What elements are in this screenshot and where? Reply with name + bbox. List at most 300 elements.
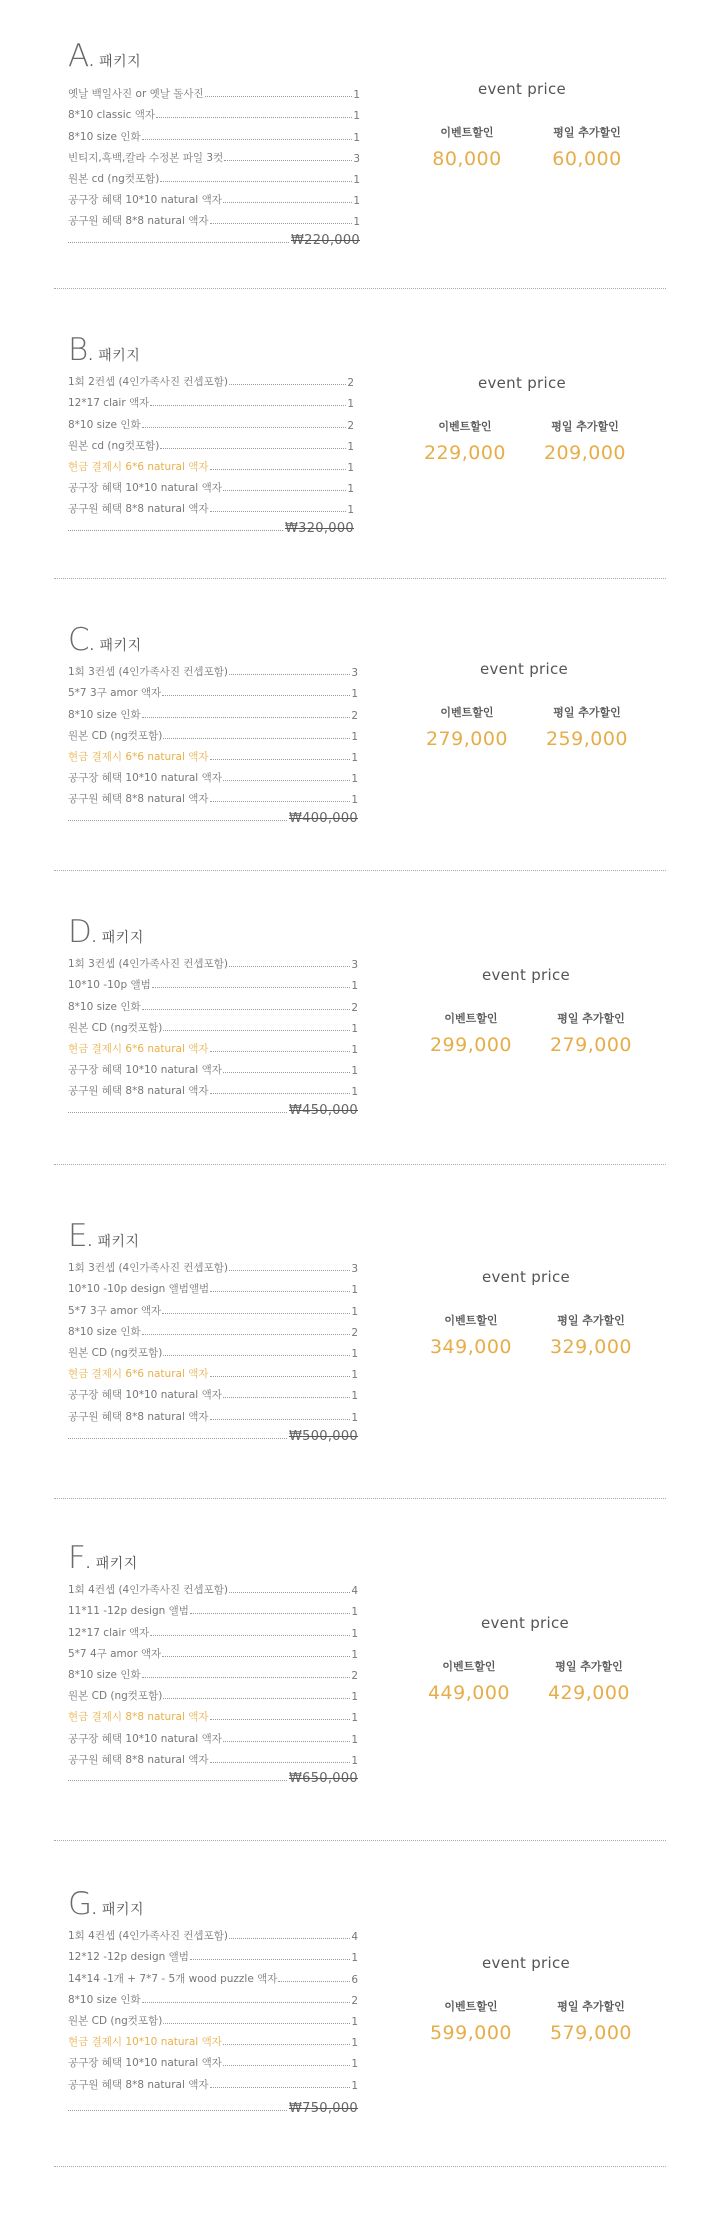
item-quantity: 1 <box>351 980 358 993</box>
original-price: ₩750,000 <box>288 2101 358 2116</box>
item-quantity: 2 <box>351 1001 358 1014</box>
dot-leader <box>162 1313 350 1314</box>
list-item <box>68 1682 358 1703</box>
item-quantity: 2 <box>351 1994 358 2007</box>
list-item <box>68 2028 358 2049</box>
package-letter: B <box>68 332 89 368</box>
item-quantity: 1 <box>351 1022 358 1035</box>
original-price: ₩500,000 <box>288 1429 358 1444</box>
dot-leader <box>162 695 350 696</box>
event-price-title: event price <box>480 1614 570 1632</box>
dot-leader <box>150 405 346 406</box>
item-quantity: 1 <box>351 1754 358 1767</box>
item-name: 1회 2컨셉 (4인가족사진 컨셉포함) <box>68 376 228 389</box>
item-quantity: 2 <box>347 377 354 390</box>
item-quantity: 1 <box>347 504 354 517</box>
dot-leader <box>152 987 351 988</box>
event-discount-price: 229,000 <box>423 442 507 464</box>
dot-leader <box>210 2087 351 2088</box>
dot-leader <box>223 2065 350 2066</box>
package-total-row <box>68 516 354 536</box>
item-name: 1회 3컨셉 (4인가족사진 컨셉포함) <box>68 666 228 679</box>
package-label: . 패키지 <box>85 1556 138 1572</box>
item-quantity: 1 <box>353 216 360 229</box>
item-quantity: 1 <box>353 110 360 123</box>
package-items <box>68 1576 358 1767</box>
dot-leader <box>150 1635 350 1636</box>
weekday-discount-price: 329,000 <box>549 1336 633 1358</box>
item-name: 8*10 size 인화 <box>68 130 141 143</box>
dot-leader <box>210 1376 351 1377</box>
item-name: 원본 CD (ng컷포함) <box>68 1346 163 1359</box>
item-name: 원본 CD (ng컷포함) <box>68 1021 163 1034</box>
list-item <box>68 1618 358 1639</box>
item-quantity: 1 <box>347 483 354 496</box>
item-quantity: 1 <box>351 1733 358 1746</box>
package-title <box>68 36 141 76</box>
package-title <box>68 1538 138 1578</box>
weekday-discount-label: 평일 추가할인 <box>557 1012 625 1025</box>
item-quantity: 1 <box>351 773 358 786</box>
package-title <box>68 330 140 370</box>
list-item <box>68 101 360 122</box>
event-price-title: event price <box>481 966 571 984</box>
list-item <box>68 1339 358 1360</box>
item-name: 원본 CD (ng컷포함) <box>68 2014 163 2027</box>
list-item <box>68 1035 358 1056</box>
item-quantity: 1 <box>351 1305 358 1318</box>
item-name: 공구장 혜택 10*10 natural 액자 <box>68 1732 222 1745</box>
list-item <box>68 1922 358 1943</box>
dot-leader <box>229 384 346 385</box>
event-discount-label: 이벤트할인 <box>442 1660 496 1673</box>
item-quantity: 4 <box>351 1931 358 1944</box>
item-name: 공구장 혜택 10*10 natural 액자 <box>68 2057 222 2070</box>
item-name: 12*17 clair 액자 <box>68 397 150 410</box>
item-name: 1회 4컨셉 (4인가족사진 컨셉포함) <box>68 1930 228 1943</box>
item-name: 5*7 3구 amor 액자 <box>68 1304 162 1317</box>
list-item <box>68 743 358 764</box>
list-item <box>68 1640 358 1661</box>
package-letter: A <box>68 38 90 74</box>
item-quantity: 1 <box>351 1390 358 1403</box>
weekday-discount-label: 평일 추가할인 <box>557 2000 625 2013</box>
dot-leader <box>229 674 350 675</box>
item-name: 공구원 혜택 8*8 natural 액자 <box>68 1410 209 1423</box>
item-name: 8*10 size 인화 <box>68 1993 141 2006</box>
item-quantity: 6 <box>351 1973 358 1986</box>
weekday-discount-label: 평일 추가할인 <box>553 706 621 719</box>
weekday-discount-label: 평일 추가할인 <box>555 1660 623 1673</box>
item-name: 현금 결제시 10*10 natural 액자 <box>68 2036 222 2049</box>
event-discount-label: 이벤트할인 <box>438 420 492 433</box>
package-title <box>68 912 144 952</box>
dot-leader <box>278 1981 350 1982</box>
list-item <box>68 1943 358 1964</box>
item-quantity: 1 <box>353 173 360 186</box>
item-name: 공구원 혜택 8*8 natural 액자 <box>68 793 209 806</box>
package-total-row <box>68 1424 358 1444</box>
item-name: 10*10 -10p 앨범 <box>68 979 151 992</box>
item-name: 현금 결제시 8*8 natural 액자 <box>68 1711 209 1724</box>
package-title <box>68 620 142 660</box>
dot-leader <box>210 511 347 512</box>
package-total-row <box>68 2096 358 2116</box>
package-label: . 패키지 <box>92 1902 145 1918</box>
list-item <box>68 1077 358 1098</box>
list-item <box>68 1703 358 1724</box>
item-quantity: 4 <box>351 1585 358 1598</box>
weekday-discount-label: 평일 추가할인 <box>551 420 619 433</box>
item-quantity: 1 <box>351 2037 358 2050</box>
dot-leader <box>223 1741 350 1742</box>
item-name: 1회 3컨셉 (4인가족사진 컨셉포함) <box>68 958 228 971</box>
list-item <box>68 165 360 186</box>
dot-leader <box>163 2023 350 2024</box>
section-divider <box>54 288 666 289</box>
list-item <box>68 474 354 495</box>
list-item <box>68 186 360 207</box>
item-name: 원본 cd (ng컷포함) <box>68 172 160 185</box>
event-discount-price: 299,000 <box>429 1034 513 1056</box>
package-items <box>68 1254 358 1424</box>
item-name: 8*10 size 인화 <box>68 1325 141 1338</box>
package-label: . 패키지 <box>87 1234 140 1250</box>
section-divider <box>54 870 666 871</box>
item-name: 8*10 size 인화 <box>68 418 141 431</box>
dot-leader <box>142 427 347 428</box>
item-quantity: 3 <box>351 959 358 972</box>
dot-leader <box>68 820 287 821</box>
package-total-row <box>68 228 360 248</box>
event-discount-price: 449,000 <box>427 1682 511 1704</box>
item-quantity: 1 <box>351 1952 358 1965</box>
original-price: ₩220,000 <box>290 233 360 248</box>
original-price: ₩320,000 <box>284 521 354 536</box>
item-quantity: 1 <box>351 1712 358 1725</box>
event-discount-price: 80,000 <box>432 148 502 170</box>
package-label: . 패키지 <box>89 54 142 70</box>
item-name: 원본 cd (ng컷포함) <box>68 439 160 452</box>
package-items <box>68 80 360 228</box>
item-name: 공구장 혜택 10*10 natural 액자 <box>68 1064 222 1077</box>
dot-leader <box>68 1780 287 1781</box>
item-name: 옛날 백일사진 or 옛날 돌사진 <box>68 88 204 101</box>
item-quantity: 3 <box>351 1263 358 1276</box>
item-quantity: 1 <box>351 1086 358 1099</box>
item-quantity: 1 <box>347 440 354 453</box>
item-name: 8*10 size 인화 <box>68 1000 141 1013</box>
list-item <box>68 764 358 785</box>
list-item <box>68 495 354 516</box>
section-divider <box>54 1164 666 1165</box>
package-items <box>68 1922 358 2092</box>
list-item <box>68 1576 358 1597</box>
item-name: 공구장 혜택 10*10 natural 액자 <box>68 1389 222 1402</box>
item-name: 빈티지,흑백,칼라 수정본 파일 3컷 <box>68 151 224 164</box>
item-quantity: 1 <box>351 751 358 764</box>
item-name: 11*11 -12p design 앨범 <box>68 1605 189 1618</box>
item-name: 1회 4컨셉 (4인가족사진 컨셉포함) <box>68 1584 228 1597</box>
dot-leader <box>210 801 351 802</box>
original-price: ₩650,000 <box>288 1771 358 1786</box>
dot-leader <box>142 2002 351 2003</box>
dot-leader <box>190 1613 350 1614</box>
list-item <box>68 1360 358 1381</box>
event-discount-price: 279,000 <box>425 728 509 750</box>
item-name: 현금 결제시 6*6 natural 액자 <box>68 1042 209 1055</box>
dot-leader <box>223 202 352 203</box>
list-item <box>68 722 358 743</box>
item-name: 8*10 size 인화 <box>68 708 141 721</box>
list-item <box>68 1402 358 1423</box>
item-quantity: 1 <box>351 1284 358 1297</box>
dot-leader <box>224 160 352 161</box>
list-item <box>68 700 358 721</box>
original-price: ₩400,000 <box>288 811 358 826</box>
list-item <box>68 1381 358 1402</box>
item-name: 원본 CD (ng컷포함) <box>68 1690 163 1703</box>
list-item <box>68 658 358 679</box>
package-total-row <box>68 1766 358 1786</box>
list-item <box>68 410 354 431</box>
dot-leader <box>205 96 353 97</box>
section-divider <box>54 2166 666 2167</box>
list-item <box>68 1296 358 1317</box>
item-quantity: 1 <box>353 89 360 102</box>
dot-leader <box>142 1677 351 1678</box>
item-name: 공구원 혜택 8*8 natural 액자 <box>68 503 209 516</box>
list-item <box>68 950 358 971</box>
weekday-discount-price: 209,000 <box>543 442 627 464</box>
dot-leader <box>229 966 350 967</box>
event-discount-label: 이벤트할인 <box>444 1314 498 1327</box>
list-item <box>68 1597 358 1618</box>
dot-leader <box>210 1719 351 1720</box>
section-divider <box>54 578 666 579</box>
dot-leader <box>160 448 346 449</box>
item-quantity: 2 <box>347 419 354 432</box>
item-quantity: 1 <box>351 1043 358 1056</box>
package-total-row <box>68 806 358 826</box>
list-item <box>68 1746 358 1767</box>
list-item <box>68 2070 358 2091</box>
list-item <box>68 122 360 143</box>
item-name: 현금 결제시 6*6 natural 액자 <box>68 460 209 473</box>
item-quantity: 1 <box>351 1648 358 1661</box>
item-quantity: 1 <box>351 794 358 807</box>
package-label: . 패키지 <box>91 930 144 946</box>
item-name: 5*7 4구 amor 액자 <box>68 1647 162 1660</box>
list-item <box>68 1964 358 1985</box>
weekday-discount-price: 279,000 <box>549 1034 633 1056</box>
list-item <box>68 2049 358 2070</box>
item-name: 공구원 혜택 8*8 natural 액자 <box>68 2078 209 2091</box>
package-letter: C <box>68 622 90 658</box>
dot-leader <box>163 1030 350 1031</box>
dot-leader <box>210 1051 351 1052</box>
package-items <box>68 950 358 1098</box>
dot-leader <box>68 1112 287 1113</box>
dot-leader <box>210 1419 351 1420</box>
dot-leader <box>210 1762 351 1763</box>
dot-leader <box>163 738 350 739</box>
item-quantity: 1 <box>351 1606 358 1619</box>
list-item <box>68 1014 358 1035</box>
list-item <box>68 1661 358 1682</box>
dot-leader <box>223 2044 350 2045</box>
dot-leader <box>210 759 351 760</box>
dot-leader <box>68 530 283 531</box>
dot-leader <box>160 181 352 182</box>
event-discount-price: 599,000 <box>429 2022 513 2044</box>
dot-leader <box>142 1009 351 1010</box>
item-name: 5*7 3구 amor 액자 <box>68 687 162 700</box>
list-item <box>68 679 358 700</box>
item-quantity: 1 <box>347 461 354 474</box>
event-price-title: event price <box>481 1954 571 1972</box>
list-item <box>68 1986 358 2007</box>
weekday-discount-label: 평일 추가할인 <box>557 1314 625 1327</box>
dot-leader <box>229 1938 350 1939</box>
item-name: 10*10 -10p design 앨범앨범 <box>68 1283 210 1296</box>
dot-leader <box>68 2110 287 2111</box>
package-label: . 패키지 <box>89 638 142 654</box>
original-price: ₩450,000 <box>288 1103 358 1118</box>
list-item <box>68 1275 358 1296</box>
list-item <box>68 389 354 410</box>
dot-leader <box>210 223 353 224</box>
item-name: 공구원 혜택 8*8 natural 액자 <box>68 1753 209 1766</box>
list-item <box>68 144 360 165</box>
list-item <box>68 785 358 806</box>
item-name: 14*14 -1개 + 7*7 - 5개 wood puzzle 액자 <box>68 1972 278 1985</box>
dot-leader <box>210 1093 351 1094</box>
event-discount-label: 이벤트할인 <box>444 1012 498 1025</box>
list-item <box>68 453 354 474</box>
item-quantity: 1 <box>347 398 354 411</box>
item-quantity: 1 <box>351 1369 358 1382</box>
item-quantity: 1 <box>353 195 360 208</box>
package-letter: G <box>68 1886 93 1922</box>
list-item <box>68 207 360 228</box>
weekday-discount-label: 평일 추가할인 <box>553 126 621 139</box>
item-name: 공구장 혜택 10*10 natural 액자 <box>68 482 222 495</box>
dot-leader <box>210 469 347 470</box>
event-price-title: event price <box>477 80 567 98</box>
item-name: 현금 결제시 6*6 natural 액자 <box>68 750 209 763</box>
item-quantity: 1 <box>353 131 360 144</box>
dot-leader <box>223 1072 350 1073</box>
weekday-discount-price: 429,000 <box>547 1682 631 1704</box>
item-name: 8*10 size 인화 <box>68 1668 141 1681</box>
dot-leader <box>210 1291 350 1292</box>
event-discount-label: 이벤트할인 <box>444 2000 498 2013</box>
package-letter: D <box>68 914 92 950</box>
package-total-row <box>68 1098 358 1118</box>
item-quantity: 1 <box>351 688 358 701</box>
item-quantity: 1 <box>351 1347 358 1360</box>
list-item <box>68 1724 358 1745</box>
event-discount-label: 이벤트할인 <box>440 706 494 719</box>
item-quantity: 1 <box>351 2015 358 2028</box>
item-name: 1회 3컨셉 (4인가족사진 컨셉포함) <box>68 1262 228 1275</box>
event-price-title: event price <box>477 374 567 392</box>
item-quantity: 1 <box>351 1691 358 1704</box>
package-title <box>68 1216 140 1256</box>
dot-leader <box>229 1592 350 1593</box>
event-price-title: event price <box>479 660 569 678</box>
item-quantity: 1 <box>351 2079 358 2092</box>
list-item <box>68 1056 358 1077</box>
item-quantity: 1 <box>351 2058 358 2071</box>
package-items <box>68 658 358 806</box>
item-name: 현금 결제시 6*6 natural 액자 <box>68 1368 209 1381</box>
dot-leader <box>229 1270 350 1271</box>
dot-leader <box>223 1397 350 1398</box>
package-letter: F <box>68 1540 86 1576</box>
weekday-discount-price: 579,000 <box>549 2022 633 2044</box>
item-quantity: 2 <box>351 1669 358 1682</box>
list-item <box>68 80 360 101</box>
item-name: 8*10 classic 액자 <box>68 109 156 122</box>
item-quantity: 2 <box>351 1326 358 1339</box>
dot-leader <box>142 139 353 140</box>
item-quantity: 1 <box>351 1411 358 1424</box>
dot-leader <box>190 1959 350 1960</box>
package-label: . 패키지 <box>88 348 141 364</box>
dot-leader <box>163 1355 350 1356</box>
weekday-discount-price: 60,000 <box>552 148 622 170</box>
item-name: 공구원 혜택 8*8 natural 액자 <box>68 1085 209 1098</box>
dot-leader <box>163 1698 350 1699</box>
list-item <box>68 2007 358 2028</box>
list-item <box>68 1254 358 1275</box>
event-discount-label: 이벤트할인 <box>440 126 494 139</box>
item-name: 12*12 -12p design 앨범 <box>68 1951 189 1964</box>
list-item <box>68 1318 358 1339</box>
item-name: 원본 CD (ng컷포함) <box>68 729 163 742</box>
package-items <box>68 368 354 516</box>
package-title <box>68 1884 144 1924</box>
item-quantity: 1 <box>351 1627 358 1640</box>
section-divider <box>54 1840 666 1841</box>
dot-leader <box>162 1656 350 1657</box>
item-name: 공구원 혜택 8*8 natural 액자 <box>68 215 209 228</box>
weekday-discount-price: 259,000 <box>545 728 629 750</box>
list-item <box>68 368 354 389</box>
list-item <box>68 971 358 992</box>
dot-leader <box>223 490 346 491</box>
dot-leader <box>68 242 289 243</box>
dot-leader <box>142 1334 351 1335</box>
item-name: 공구장 혜택 10*10 natural 액자 <box>68 772 222 785</box>
item-quantity: 1 <box>351 1065 358 1078</box>
list-item <box>68 432 354 453</box>
item-quantity: 3 <box>353 152 360 165</box>
event-price-title: event price <box>481 1268 571 1286</box>
item-name: 12*17 clair 액자 <box>68 1626 150 1639</box>
dot-leader <box>223 780 350 781</box>
list-item <box>68 992 358 1013</box>
dot-leader <box>156 117 352 118</box>
item-quantity: 1 <box>351 730 358 743</box>
dot-leader <box>68 1438 287 1439</box>
item-quantity: 2 <box>351 709 358 722</box>
dot-leader <box>142 717 351 718</box>
event-discount-price: 349,000 <box>429 1336 513 1358</box>
item-quantity: 3 <box>351 667 358 680</box>
